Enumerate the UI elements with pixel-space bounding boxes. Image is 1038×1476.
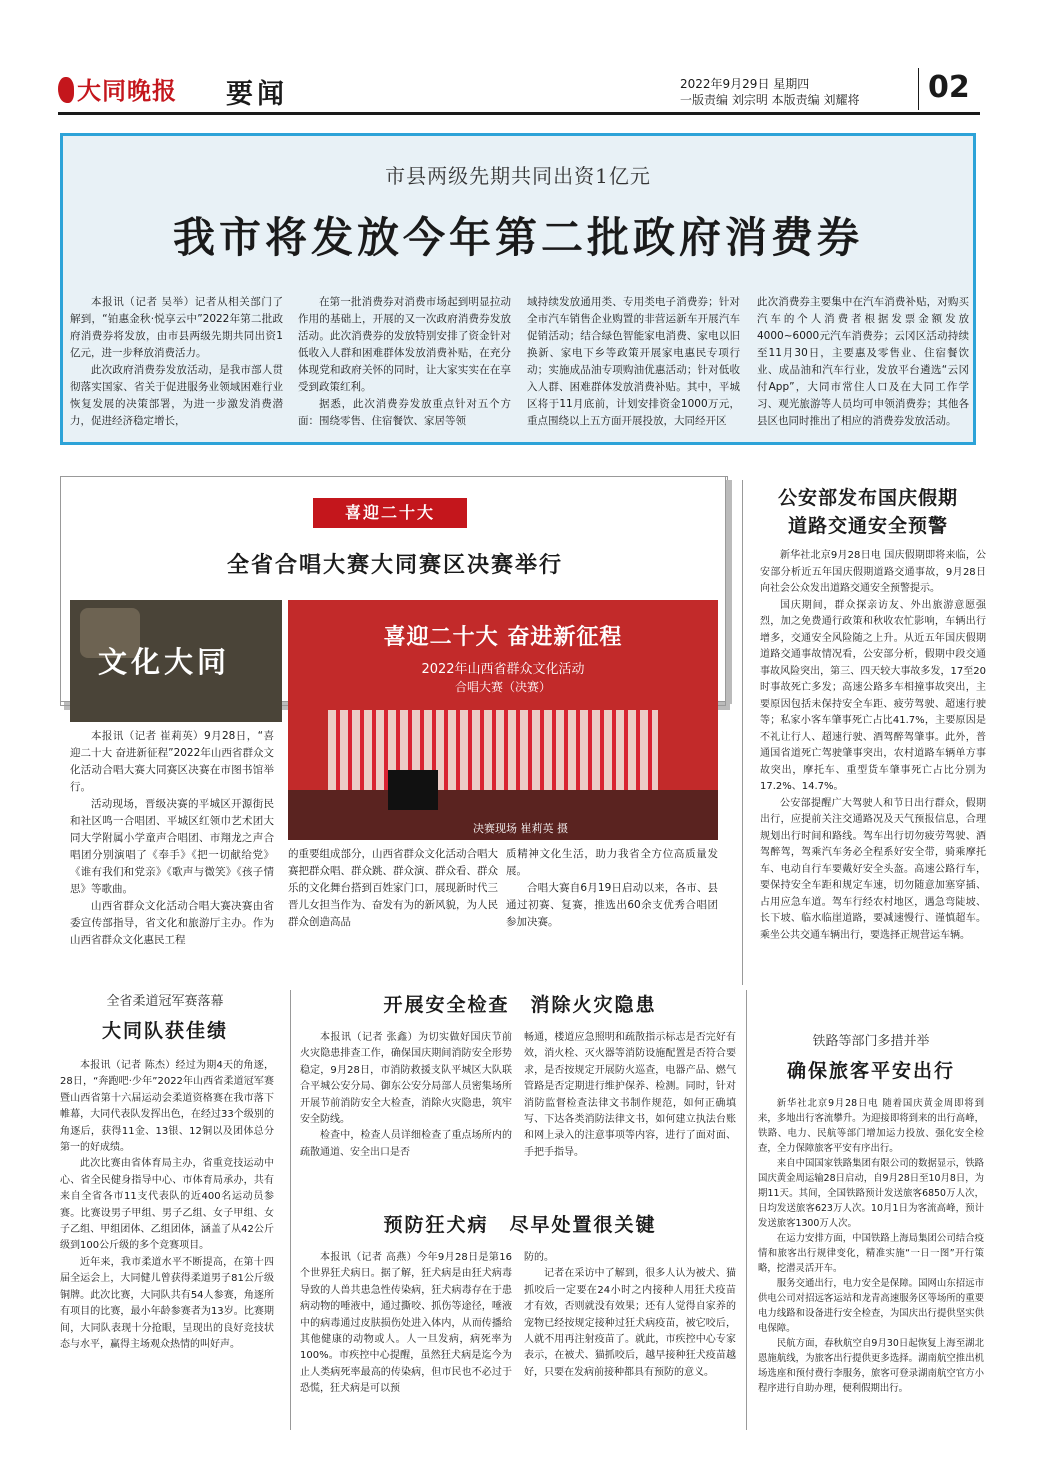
- lead-column-1: 本报讯（记者 吴举）记者从相关部门了解到，“铂惠金秋·悦享云中”2022年第二批政府消费券将发放，由市县两级先期共同出资1亿元，进一步释放消费活力。 此次政府消费券发放活动，是我市部人贯彻落实国家、省关于促进服务业领域困难行业恢复发展的决策部署，为进一步激发消费潜力，促进经济稳定增长，: [70, 296, 283, 427]
- issue-editors: 一版责编 刘宗明 本版责编 刘耀将: [680, 93, 860, 107]
- judo-headline: 大同队获佳绩: [101, 1020, 228, 1042]
- lead-column-2: 在第一批消费券对消费市场起到明显拉动作用的基础上，开展的又一次政府消费券发放活动。此次消费券的发放特别安排了资金针对低收入人群和困难群体发放消费补贴，在充分体现党和政府关怀的同时，让大家实实在在享受到政策红利。 据悉，此次消费券发放重点针对五个方面：围绕零售、住宿餐饮、家居等领: [298, 296, 511, 427]
- rabies-column-2: 防的。 记者在采访中了解到，很多人认为被犬、猫抓咬后一定要在24小时之内接种人用狂犬疫苗才有效，否则就没有效果；还有人觉得自家养的宠物已经按规定接种过狂犬病疫苗，被它咬后，人就不用再注射疫苗了。就此，市疾控中心专家表示，在被犬、猫抓咬后，越早接种狂犬疫苗越好，只要在发病前接种都具有预防的意义。: [524, 1252, 736, 1378]
- divider: [918, 68, 919, 110]
- photo-subtitle: 2022年山西省群众文化活动: [421, 662, 585, 677]
- photo-credit: 决赛现场 崔莉英 摄: [473, 822, 568, 835]
- rail-subtitle: 铁路等部门多措并举: [812, 1034, 930, 1049]
- culture-column-banner: [70, 600, 282, 722]
- lead-headline: 我市将发放今年第二批政府消费券: [172, 213, 863, 262]
- police-article: 新华社北京9月28日电 国庆假期即将来临，公安部分析近五年国庆假期道路交通事故，9月28日向社会公众发出道路交通安全预警提示。 国庆期间，群众探亲访友、外出旅游意愿强烈，加之免费通行政策和秋收农忙影响，车辆出行增多，交通安全风险随之上升。从近五年国庆假期道路交通事故情况看，公安部分析，假期中段交通事故风险突出，第三、四天较大事故多发，17至20时事故死亡多发；高速公路多车相撞事故突出，主要原因包括未保持安全车距、疲劳驾驶、超速行驶等；私家小客车肇事死亡占比41.7%，主要原因是不礼让行人、超速行驶、酒驾醉驾肇事。此外，普通国省道死亡驾驶肇事突出，农村道路车辆单方事故突出，摩托车、重型货车肇事死亡占比分别为17.2%、14.7%。 公安部提醒广大驾驶人和节日出行群众，假期出行，应提前关注交通路况及天气预报信息，合理规划出行时间和路线。驾车出行切勿疲劳驾驶、酒驾醉驾，驾乘汽车务必全程系好安全带，骑乘摩托车、电动自行车要戴好安全头盔。高速公路行车，要保持安全车距和规定车速，切勿随意加塞穿插、占用应急车道。驾车行经农村地区，遇急弯陡坡、长下坡、临水临崖道路，要减速慢行、谨慎超车。乘坐公共交通车辆出行，要选择正规营运车辆。: [760, 550, 986, 941]
- column-divider: [742, 480, 743, 985]
- lead-column-3: 域持续发放通用类、专用类电子消费券；针对全市汽车销售企业购置的非营运新车开展汽车促销活动；结合绿色智能家电消费、家电以旧换新、家电下乡等政策开展家电惠民专项行动；实施成品油专项购油优惠活动；针对低收入人群、困难群体发放消费补贴。其中，平城区将于11月底前，计划安排资金1000万元，重点围绕以上五方面开展投放，大同经开区: [527, 296, 740, 427]
- photo-banner-text: 喜迎二十大 奋进新征程: [383, 625, 623, 650]
- choir-group: [328, 710, 658, 790]
- rail-headline: 确保旅客平安出行: [786, 1060, 955, 1082]
- masthead-rule: [58, 112, 980, 115]
- issue-date: 2022年9月29日 星期四: [680, 77, 810, 91]
- rail-article: 新华社北京9月28日电 随着国庆黄金周即将到来，多地出行客流攀升。为迎接即将到来的出行高峰，铁路、电力、民航等部门增加运力投放、强化安全检查，全力保障旅客平安有序出行。 来自中国国家铁路集团有限公司的数据显示，铁路国庆黄金周运输28日启动，自9月28日至10月8日，为期11天。其间，全国铁路预计发送旅客6850万人次，日均发送旅客623万人次。10月1日为客流高峰，预计发送旅客1300万人次。 在运力安排方面，中国铁路上海局集团公司结合疫情和旅客出行规律变化，精准实施“一日一图”开行策略，挖潜灵活开车。 服务交通出行，电力安全是保障。国网山东招远市供电公司对招远客运站和龙青高速服务区等场所的重要电力线路和设备进行安全检查，为国庆出行提供坚实供电保障。 民航方面，春秋航空自9月30日起恢复上海至湖北恩施航线，为旅客出行提供更多选择。湖南航空推出机场选座和预付费行李服务，旅客可登录湖南航空官方小程序进行自助办理，便利假期出行。: [758, 1098, 984, 1394]
- choir-photo: [288, 600, 718, 840]
- feature-column-1: 本报讯（记者 崔莉英）9月28日，“喜迎二十大 奋进新征程”2022年山西省群众文化活动合唱大赛大同赛区决赛在市图书馆举行。 活动现场，晋级决赛的平城区开源街民和社区鸣一合唱团、平城区红领巾艺术团大同大学附属小学童声合唱团、市翔龙之声合唱团分别演唱了《奉手》《把一切献给党》《谁有我们和党亲》《歌声与微笑》《孩子情思》等歌曲。 山西省群众文化活动合唱大赛决赛由省委宣传部指导，省文化和旅游厅主办。作为山西省群众文化惠民工程: [70, 730, 274, 946]
- lead-subtitle: 市县两级先期共同出资1亿元: [385, 164, 651, 188]
- section-title: 要闻: [226, 79, 288, 110]
- lead-column-4: 此次消费券主要集中在汽车消费补贴，对购买汽车的个人消费者根据发票金额发放4000~6000元汽车消费券；云冈区活动持续至11月30日，主要惠及零售业、住宿餐饮业、成品油和汽车行业，发放平台遴选“云冈付App”，大同市常住人口及在大同工作学习、观光旅游等人员均可申领消费券；其他各县区也同时推出了相应的消费券发放活动。: [757, 296, 969, 427]
- page-number: 02: [928, 70, 970, 105]
- photo-subtitle-2: 合唱大赛（决赛）: [454, 680, 551, 694]
- judo-article: 本报讯（记者 陈杰）经过为期4天的角逐，28日，“奔跑吧·少年”2022年山西省柔道冠军赛暨山西省第十六届运动会柔道资格赛在我市落下帷幕，大同代表队发挥出色，在经过33个级别的角逐后，获得11金、13银、12铜以及团体总分第一的好成绩。 此次比赛由省体育局主办，省重竞技运动中心、省全民健身指导中心、市体育局承办，共有来自全省各市11支代表队的近400名运动员参赛。比赛设男子甲组、男子乙组、女子甲组、女子乙组、甲组团体、乙组团体，涵盖了从42公斤级到100公斤级的多个竞赛项目。 近年来，我市柔道水平不断提高，在第十四届全运会上，大同健儿曾获得柔道男子81公斤级铜牌。此次比赛，大同队共有54人参赛，角逐所有项目的比赛，最小年龄参赛者为13岁。比赛期间，大同队表现十分抢眼，呈现出的良好竞技状态与水平，赢得主场观众热情的叫好声。: [60, 1060, 274, 1350]
- column-divider-2: [290, 990, 291, 1430]
- flame-icon: [58, 77, 74, 103]
- column-divider-3: [746, 990, 747, 1430]
- issue-info: [680, 76, 859, 108]
- feature-tag: 喜迎二十大: [313, 498, 467, 528]
- feature-column-3: 质精神文化生活，助力我省全方位高质量发展。 合唱大赛自6月19日启动以来，各市、县通过初赛、复赛，推选出60余支优秀合唱团参加决赛。: [506, 848, 718, 928]
- rabies-headline: 预防狂犬病 尽早处置很关键: [383, 1214, 657, 1236]
- fire-column-1: 本报讯（记者 张鑫）为切实做好国庆节前火灾隐患排查工作，确保国庆期间消防安全形势稳定，9月28日，市消防救援支队平城区大队联合平城公安分局、御东公安分局部人员密集场所开展节前消防安全大检查，消除火灾隐患，筑牢安全防线。 检查中，检查人员详细检查了重点场所内的疏散通道、安全出口是否: [300, 1032, 512, 1158]
- newspaper-logo: 大同晚报: [58, 68, 180, 114]
- police-headline: 公安部发布国庆假期 道路交通安全预警: [777, 487, 958, 537]
- feature-headline: 全省合唱大赛大同赛区决赛举行: [226, 553, 563, 578]
- rabies-column-1: 本报讯（记者 高燕）今年9月28日是第16个世界狂犬病日。据了解，狂犬病是由狂犬病毒导致的人兽共患急性传染病，狂犬病毒存在于患病动物的唾液中，通过撕咬、抓伤等途径，唾液中的病毒通过皮肤损伤处进入体内，从而传播给其他健康的动物或人。人一旦发病，病死率为100%。市疾控中心提醒，虽然狂犬病是迄今为止人类病死率最高的传染病，但市民也不必过于恐慌，狂犬病是可以预: [300, 1252, 512, 1395]
- culture-label: 文化大同: [98, 645, 231, 679]
- fire-headline: 开展安全检查 消除火灾隐患: [383, 994, 657, 1016]
- piano-icon: [388, 770, 438, 810]
- judo-subtitle: 全省柔道冠军赛落幕: [106, 994, 224, 1009]
- fire-column-2: 畅通，楼道应急照明和疏散指示标志是否完好有效，消火栓、灭火器等消防设施配置是否符合要求，是否按规定开展防火巡查，电器产品、燃气管路是否定期进行维护保养、检测。同时，针对消防监督检查法律文书制作规范，如何正确填写、下达各类消防法律文书，如何建立执法台账和网上录入的注意事项等内容，进行了面对面、手把手指导。: [524, 1032, 736, 1158]
- feature-column-2: 的重要组成部分，山西省群众文化活动合唱大赛把群众唱、群众跳、群众演、群众看、群众乐的文化舞台搭到百姓家门口，展现新时代三晋儿女担当作为、奋发有为的新风貌，为人民群众创造高品: [288, 848, 498, 928]
